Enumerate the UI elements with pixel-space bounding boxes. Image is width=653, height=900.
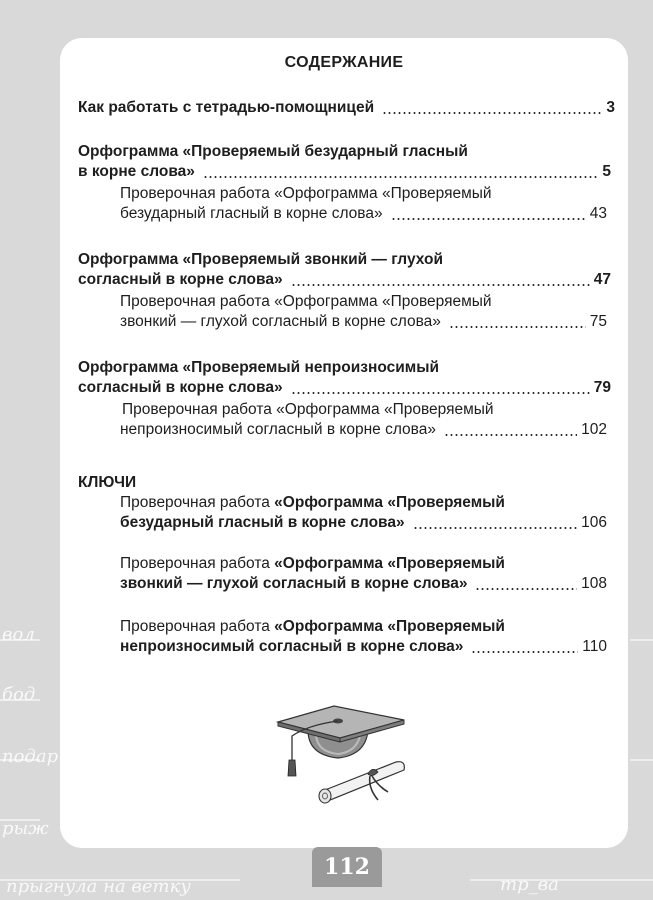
page-number: 112 — [324, 854, 370, 880]
graduation-cap-and-diploma-icon — [268, 700, 418, 810]
toc-page-number: 43 — [589, 205, 607, 222]
page-number-tab — [312, 847, 382, 887]
bg-word-2: бод — [2, 684, 36, 705]
toc-entry-check-1 — [120, 204, 607, 224]
key-2-prefix: Проверочная работа — [120, 555, 275, 572]
toc-entry-section-3 — [78, 378, 611, 398]
toc-page-number: 79 — [593, 379, 611, 396]
dot-leader — [449, 326, 586, 328]
dot-leader — [291, 284, 590, 286]
bg-word-6: тр_ва — [500, 874, 559, 895]
section-1-title-line2: в корне слова» — [78, 163, 195, 180]
check-3-title-line2: непроизносимый согласный в корне слова» — [120, 421, 436, 438]
key-1-title-line1 — [120, 493, 505, 513]
bg-word-4: рыж — [2, 818, 49, 839]
toc-entry-check-2 — [120, 312, 607, 332]
toc-entry-key-2 — [120, 574, 607, 594]
toc-page-number: 110 — [582, 638, 607, 655]
section-1-title-line1: Орфограмма «Проверяемый безударный гласный — [78, 143, 468, 160]
key-2-bold: «Орфограмма «Проверяемый — [274, 555, 505, 572]
section-3-title-line2: согласный в корне слова» — [78, 379, 283, 396]
toc-page-number: 5 — [602, 163, 611, 180]
toc-page-number: 3 — [606, 99, 615, 116]
dot-leader — [444, 434, 577, 436]
toc-entry-check-3 — [120, 420, 607, 440]
toc-page-number: 75 — [589, 313, 607, 330]
toc-page-number: 102 — [581, 421, 607, 438]
toc-entry-section-2 — [78, 270, 611, 290]
dot-leader — [382, 112, 602, 114]
bg-word-1: вол — [2, 624, 35, 645]
check-1-title-line2: безударный гласный в корне слова» — [120, 205, 383, 222]
check-2-title-line1: Проверочная работа «Орфограмма «Проверяемый — [120, 293, 492, 310]
key-1-prefix: Проверочная работа — [120, 494, 275, 511]
dot-leader — [291, 392, 590, 394]
key-2-title-line1 — [120, 554, 505, 574]
section-2-title-line2: согласный в корне слова» — [78, 271, 283, 288]
check-3-title-line1: Проверочная работа «Орфограмма «Проверяемый — [122, 401, 494, 418]
key-2-title-line2: звонкий — глухой согласный в корне слова» — [120, 575, 468, 592]
dot-leader — [413, 527, 578, 529]
key-3-prefix: Проверочная работа — [120, 618, 275, 635]
key-1-title-line2: безударный гласный в корне слова» — [120, 514, 405, 531]
page-title: СОДЕРЖАНИЕ — [284, 54, 404, 71]
check-1-title-line1: Проверочная работа «Орфограмма «Проверяемый — [120, 185, 492, 202]
check-2-title-line2: звонкий — глухой согласный в корне слова» — [120, 313, 441, 330]
dot-leader — [471, 651, 578, 653]
dot-leader — [203, 176, 598, 178]
dot-leader — [475, 588, 577, 590]
bg-word-5: прыгнула на ветку — [6, 876, 191, 897]
toc-entry-section-1 — [78, 162, 611, 182]
key-3-title-line2: непроизносимый согласный в корне слова» — [120, 638, 464, 655]
toc-page-number: 106 — [581, 514, 607, 531]
key-1-bold: «Орфограмма «Проверяемый — [274, 494, 505, 511]
key-3-bold: «Орфограмма «Проверяемый — [274, 618, 505, 635]
toc-entry-label: Как работать с тетрадью-помощницей — [78, 99, 375, 116]
toc-entry-key-3 — [120, 637, 607, 657]
toc-entry-how-to — [78, 98, 615, 118]
dot-leader — [391, 218, 586, 220]
toc-page-number: 47 — [593, 271, 611, 288]
toc-page-number: 108 — [581, 575, 607, 592]
section-2-title-line1: Орфограмма «Проверяемый звонкий — глухой — [78, 251, 443, 268]
section-3-title-line1: Орфограмма «Проверяемый непроизносимый — [78, 359, 439, 376]
bg-word-3: подар — [2, 746, 59, 767]
toc-entry-key-1 — [120, 513, 607, 533]
keys-heading: КЛЮЧИ — [78, 474, 137, 491]
key-3-title-line1 — [120, 617, 505, 637]
